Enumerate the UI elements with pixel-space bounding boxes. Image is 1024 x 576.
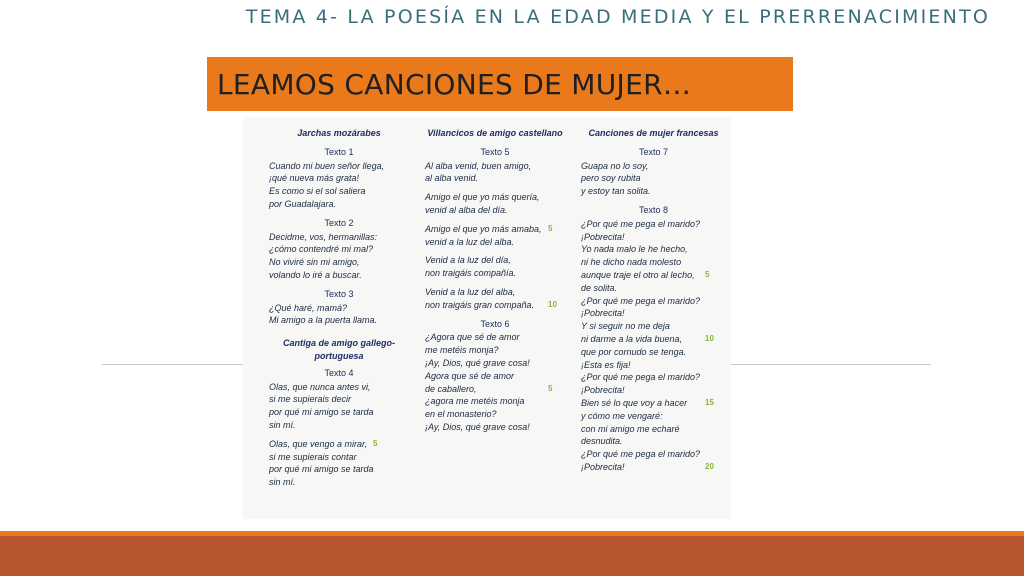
verse-line bbox=[269, 185, 409, 198]
verse-text: venid al alba del día. bbox=[425, 204, 508, 215]
verse-line bbox=[425, 344, 565, 357]
verse-line bbox=[581, 435, 726, 448]
text-label: Texto 1 bbox=[324, 146, 354, 157]
verse-line bbox=[425, 160, 565, 173]
verse-line bbox=[425, 204, 565, 217]
verse-text: Agora que sé de amor bbox=[425, 370, 515, 381]
verse-text: de caballero, bbox=[425, 383, 477, 394]
verse-line bbox=[269, 198, 409, 211]
verse-text: Mi amigo a la puerta llama. bbox=[269, 315, 378, 326]
verse-line bbox=[425, 191, 565, 204]
verse-text: ¿Por qué me pega el marido? bbox=[581, 372, 701, 383]
verse-text: non traigáis gran compaña. bbox=[425, 299, 535, 310]
stanza bbox=[269, 231, 409, 282]
verse-text: ¿Qué haré, mamá? bbox=[269, 302, 348, 313]
divider-line-right bbox=[731, 364, 931, 365]
verse-line bbox=[581, 243, 726, 256]
verse-line bbox=[425, 331, 565, 344]
verse-text: si me supierais decir bbox=[269, 394, 352, 405]
stanza bbox=[425, 191, 565, 217]
stanza bbox=[425, 331, 565, 433]
verse-line bbox=[581, 282, 726, 295]
verse-text: al alba venid. bbox=[425, 173, 479, 184]
verse-line bbox=[269, 381, 409, 394]
verse-line bbox=[581, 160, 726, 173]
verse-line bbox=[425, 223, 565, 236]
verse-text: Al alba venid, buen amigo, bbox=[425, 160, 532, 171]
line-number: 5 bbox=[548, 223, 553, 233]
text-label: Texto 2 bbox=[324, 217, 354, 228]
verse-line bbox=[425, 254, 565, 267]
verse-line bbox=[581, 333, 726, 346]
verse-line bbox=[581, 295, 726, 308]
text-label: Texto 6 bbox=[480, 318, 510, 329]
verse-text: ¡qué nueva más grata! bbox=[269, 173, 360, 184]
verse-line bbox=[581, 172, 726, 185]
verse-text: ¿Agora que sé de amor bbox=[425, 332, 520, 343]
verse-line bbox=[425, 421, 565, 434]
line-number: 20 bbox=[705, 461, 714, 471]
verse-line bbox=[425, 370, 565, 383]
verse-text: Amigo el que yo más quería, bbox=[425, 192, 540, 203]
verse-line bbox=[581, 397, 726, 410]
line-number: 10 bbox=[548, 299, 557, 309]
verse-line bbox=[269, 406, 409, 419]
verse-line bbox=[581, 359, 726, 372]
verse-text: volando lo iré a buscar. bbox=[269, 269, 362, 280]
verse-text: ¡Pobrecita! bbox=[581, 385, 625, 396]
verse-line bbox=[581, 461, 726, 474]
stanza bbox=[425, 160, 565, 186]
verse-line bbox=[269, 393, 409, 406]
verse-text: si me supierais contar bbox=[269, 451, 357, 462]
verse-line bbox=[269, 231, 409, 244]
verse-text: por qué mi amigo se tarda bbox=[269, 407, 374, 418]
verse-line bbox=[425, 236, 565, 249]
verse-line bbox=[581, 384, 726, 397]
verse-text: Guapa no lo soy, bbox=[581, 160, 649, 171]
text-label: Texto 3 bbox=[324, 288, 354, 299]
verse-text: ¡Pobrecita! bbox=[581, 231, 625, 242]
verse-line bbox=[269, 476, 409, 489]
verse-text: Olas, que vengo a mirar, bbox=[269, 438, 368, 449]
verse-line bbox=[581, 256, 726, 269]
verse-line bbox=[425, 395, 565, 408]
verse-line bbox=[269, 419, 409, 432]
verse-text: de solita. bbox=[581, 282, 618, 293]
slide-title: LEAMOS CANCIONES DE MUJER… bbox=[217, 68, 692, 101]
line-number: 10 bbox=[705, 333, 714, 343]
verse-line bbox=[425, 357, 565, 370]
text-label: Texto 4 bbox=[324, 367, 354, 378]
verse-text: ¿cómo contendré mi mal? bbox=[269, 244, 374, 255]
text-label: Texto 8 bbox=[638, 204, 669, 215]
verse-text: sin mí. bbox=[269, 419, 296, 430]
stanza bbox=[269, 302, 409, 328]
line-number: 15 bbox=[705, 397, 714, 407]
poem-column-1 bbox=[269, 127, 409, 495]
verse-text: Bien sé lo que voy a hacer bbox=[581, 397, 688, 408]
verse-text: Amigo el que yo más amaba, bbox=[425, 223, 542, 234]
verse-line bbox=[425, 286, 565, 299]
line-number: 5 bbox=[373, 438, 378, 448]
verse-text: por Guadalajara. bbox=[269, 198, 337, 209]
verse-text: ¿Por qué me pega el marido? bbox=[581, 449, 701, 460]
verse-line bbox=[425, 408, 565, 421]
verse-text: con mi amigo me echaré bbox=[581, 423, 680, 434]
verse-text: por qué mi amigo se tarda bbox=[269, 464, 374, 475]
verse-text: en el monasterio? bbox=[425, 409, 497, 420]
line-number: 5 bbox=[705, 269, 710, 279]
poem-column-2 bbox=[425, 127, 565, 440]
section-heading: Jarchas mozárabes bbox=[297, 128, 381, 138]
verse-text: Y si seguir no me deja bbox=[581, 321, 670, 332]
stanza bbox=[581, 218, 726, 474]
poems-image bbox=[243, 117, 731, 519]
verse-text: non traigáis compañía. bbox=[425, 268, 517, 279]
stanza bbox=[425, 223, 565, 249]
verse-line bbox=[269, 269, 409, 282]
verse-line bbox=[269, 302, 409, 315]
title-banner bbox=[207, 57, 793, 111]
verse-text: desnudita. bbox=[581, 436, 623, 447]
verse-line bbox=[269, 451, 409, 464]
poem-column-3 bbox=[581, 127, 726, 480]
verse-text: pero soy rubita bbox=[581, 173, 641, 184]
verse-text: Yo nada malo le he hecho, bbox=[581, 244, 688, 255]
verse-line bbox=[425, 383, 565, 396]
section-heading: Canciones de mujer francesas bbox=[588, 128, 719, 138]
verse-line bbox=[269, 438, 409, 451]
verse-line bbox=[581, 185, 726, 198]
verse-text: ¿agora me metéis monja bbox=[425, 396, 525, 407]
verse-line bbox=[269, 160, 409, 173]
verse-line bbox=[581, 307, 726, 320]
stanza bbox=[581, 160, 726, 198]
verse-text: me metéis monja? bbox=[425, 345, 499, 356]
verse-line bbox=[269, 314, 409, 327]
verse-line bbox=[581, 371, 726, 384]
verse-text: y estoy tan solita. bbox=[581, 186, 651, 197]
verse-line bbox=[581, 346, 726, 359]
verse-text: Venid a la luz del alba, bbox=[425, 286, 516, 297]
verse-text: ¡Pobrecita! bbox=[581, 308, 625, 319]
verse-line bbox=[269, 463, 409, 476]
stanza bbox=[269, 381, 409, 432]
text-label: Texto 5 bbox=[480, 146, 510, 157]
verse-text: Decidme, vos, hermanillas: bbox=[269, 231, 378, 242]
stanza bbox=[425, 254, 565, 280]
footer-bar bbox=[0, 536, 1024, 576]
verse-line bbox=[425, 299, 565, 312]
verse-line bbox=[581, 423, 726, 436]
slide-header-title: TEMA 4- LA POESÍA EN LA EDAD MEDIA Y EL PRERRENACIMIENTO bbox=[245, 6, 990, 28]
verse-line bbox=[581, 218, 726, 231]
verse-line bbox=[269, 243, 409, 256]
verse-line bbox=[581, 231, 726, 244]
stanza bbox=[269, 438, 409, 489]
verse-text: Cuando mi buen señor llega, bbox=[269, 160, 385, 171]
verse-text: ¡Ay, Dios, qué grave cosa! bbox=[425, 357, 530, 368]
line-number: 5 bbox=[548, 383, 553, 393]
verse-text: Olas, que nunca antes vi, bbox=[269, 381, 371, 392]
verse-text: ni darme a la vida buena, bbox=[581, 333, 683, 344]
verse-line bbox=[581, 320, 726, 333]
verse-line bbox=[425, 267, 565, 280]
section-heading: Cantiga de amigo gallego-portuguesa bbox=[282, 338, 395, 361]
verse-line bbox=[269, 256, 409, 269]
verse-line bbox=[425, 172, 565, 185]
verse-line bbox=[581, 448, 726, 461]
verse-text: venid a la luz del alba. bbox=[425, 236, 515, 247]
stanza bbox=[425, 286, 565, 312]
verse-text: Venid a la luz del día, bbox=[425, 255, 511, 266]
text-label: Texto 7 bbox=[638, 146, 669, 157]
verse-text: No viviré sin mi amigo, bbox=[269, 257, 360, 268]
verse-text: Es como si el sol saliera bbox=[269, 186, 366, 197]
section-heading: Villancicos de amigo castellano bbox=[427, 128, 563, 138]
verse-text: ni he dicho nada molesto bbox=[581, 257, 682, 268]
divider-line-left bbox=[102, 364, 243, 365]
verse-text: y cómo me vengaré: bbox=[581, 410, 663, 421]
verse-text: ¡Ay, Dios, qué grave cosa! bbox=[425, 421, 530, 432]
verse-line bbox=[581, 269, 726, 282]
stanza bbox=[269, 160, 409, 211]
verse-text: ¿Por qué me pega el marido? bbox=[581, 218, 701, 229]
verse-line bbox=[269, 172, 409, 185]
verse-text: ¡Esta es fija! bbox=[581, 359, 631, 370]
verse-text: ¡Pobrecita! bbox=[581, 461, 625, 472]
verse-text: aunque traje el otro al lecho, bbox=[581, 269, 695, 280]
verse-text: sin mí. bbox=[269, 477, 296, 488]
verse-line bbox=[581, 410, 726, 423]
verse-text: ¿Por qué me pega el marido? bbox=[581, 295, 701, 306]
verse-text: que por cornudo se tenga. bbox=[581, 346, 687, 357]
